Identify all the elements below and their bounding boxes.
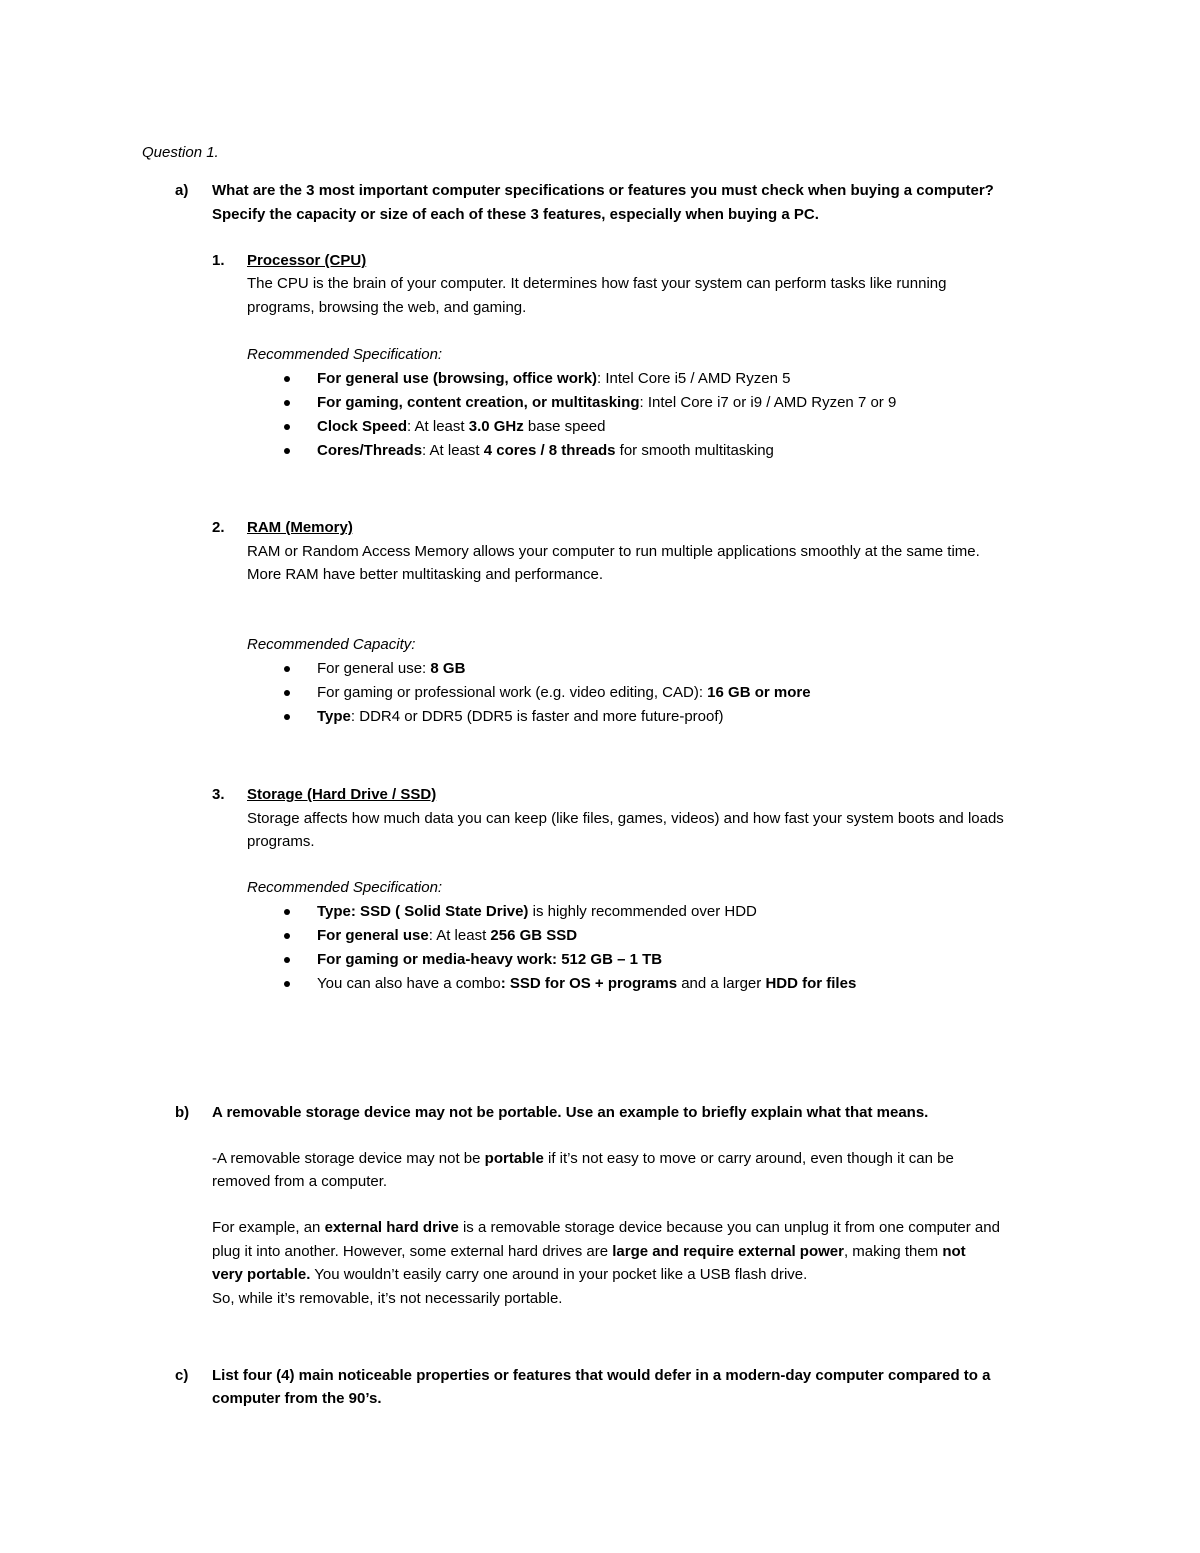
- item-1-bullet-2: For gaming, content creation, or multitasking: Intel Core i7 or i9 / AMD Ryzen 7 or 9: [317, 394, 897, 411]
- item-2-bullet-1: For general use: 8 GB: [317, 660, 466, 677]
- item-1-bullet-1: For general use (browsing, office work): Intel Core i5 / AMD Ryzen 5: [317, 370, 791, 387]
- item-2-description-line1: RAM or Random Access Memory allows your computer to run multiple applications smoothly at the same time.: [247, 543, 980, 560]
- item-3-recommended-label: Recommended Specification:: [247, 879, 443, 896]
- part-c-question-line2: computer from the 90’s.: [212, 1390, 382, 1407]
- bullet-dot: [284, 714, 290, 720]
- item-1-number: 1.: [212, 252, 225, 269]
- part-c-letter: c): [175, 1367, 189, 1384]
- item-1-bullet-3: Clock Speed: At least 3.0 GHz base speed: [317, 418, 606, 435]
- item-1-heading: Processor (CPU): [247, 252, 367, 269]
- part-a-question-line1: What are the 3 most important computer specifications or features you must check when buying a computer?: [212, 182, 994, 199]
- item-1-recommended-label: Recommended Specification:: [247, 346, 443, 363]
- bullet-dot: [284, 909, 290, 915]
- bullet-dot: [284, 981, 290, 987]
- part-b-answer-p1-line1: -A removable storage device may not be portable if it’s not easy to move or carry around, even though it can be: [212, 1150, 954, 1167]
- bullet-dot: [284, 666, 290, 672]
- item-3-description-line2: programs.: [247, 833, 315, 850]
- part-c-question-line1: List four (4) main noticeable properties or features that would defer in a modern-day computer compared to a: [212, 1367, 991, 1384]
- item-2-description-line2: More RAM have better multitasking and performance.: [247, 566, 603, 583]
- bullet-dot: [284, 400, 290, 406]
- item-3-bullet-3: For gaming or media-heavy work: 512 GB – 1 TB: [317, 951, 663, 968]
- bullet-dot: [284, 690, 290, 696]
- item-3-bullet-1: Type: SSD ( Solid State Drive) is highly recommended over HDD: [317, 903, 757, 920]
- part-a-question-line2: Specify the capacity or size of each of these 3 features, especially when buying a PC.: [212, 206, 819, 223]
- part-b-answer-p1-line2: removed from a computer.: [212, 1173, 388, 1190]
- bullet-dot: [284, 957, 290, 963]
- part-b-answer-p2-line4: So, while it’s removable, it’s not necessarily portable.: [212, 1290, 563, 1307]
- item-2-heading: RAM (Memory): [247, 519, 353, 536]
- part-b-answer-p2-line3: very portable. You wouldn’t easily carry one around in your pocket like a USB flash drive.: [212, 1266, 808, 1283]
- item-3-description-line1: Storage affects how much data you can keep (like files, games, videos) and how fast your system boots and loads: [247, 810, 1004, 827]
- part-b-answer-p2-line2: plug it into another. However, some external hard drives are large and require external power, making them not: [212, 1243, 966, 1260]
- item-1-description-line1: The CPU is the brain of your computer. It determines how fast your system can perform tasks like running: [247, 275, 947, 292]
- item-3-heading: Storage (Hard Drive / SSD): [247, 786, 437, 803]
- item-2-recommended-label: Recommended Capacity:: [247, 636, 416, 653]
- bullet-dot: [284, 424, 290, 430]
- item-3-bullet-2: For general use: At least 256 GB SSD: [317, 927, 578, 944]
- item-2-bullet-2: For gaming or professional work (e.g. video editing, CAD): 16 GB or more: [317, 684, 811, 701]
- item-3-bullet-4: You can also have a combo: SSD for OS + programs and a larger HDD for files: [317, 975, 857, 992]
- item-2-bullet-3: Type: DDR4 or DDR5 (DDR5 is faster and more future-proof): [317, 708, 724, 725]
- item-3-number: 3.: [212, 786, 225, 803]
- bullet-dot: [284, 376, 290, 382]
- part-b-letter: b): [175, 1104, 190, 1121]
- question-title: Question 1.: [142, 144, 219, 161]
- bullet-dot: [284, 933, 290, 939]
- part-b-question: A removable storage device may not be portable. Use an example to briefly explain what that means.: [212, 1104, 929, 1121]
- part-b-answer-p2-line1: For example, an external hard drive is a removable storage device because you can unplug it from one computer and: [212, 1219, 1000, 1236]
- bullet-dot: [284, 448, 290, 454]
- item-2-number: 2.: [212, 519, 225, 536]
- item-1-description-line2: programs, browsing the web, and gaming.: [247, 299, 527, 316]
- item-1-bullet-4: Cores/Threads: At least 4 cores / 8 threads for smooth multitasking: [317, 442, 774, 459]
- part-a-letter: a): [175, 182, 189, 199]
